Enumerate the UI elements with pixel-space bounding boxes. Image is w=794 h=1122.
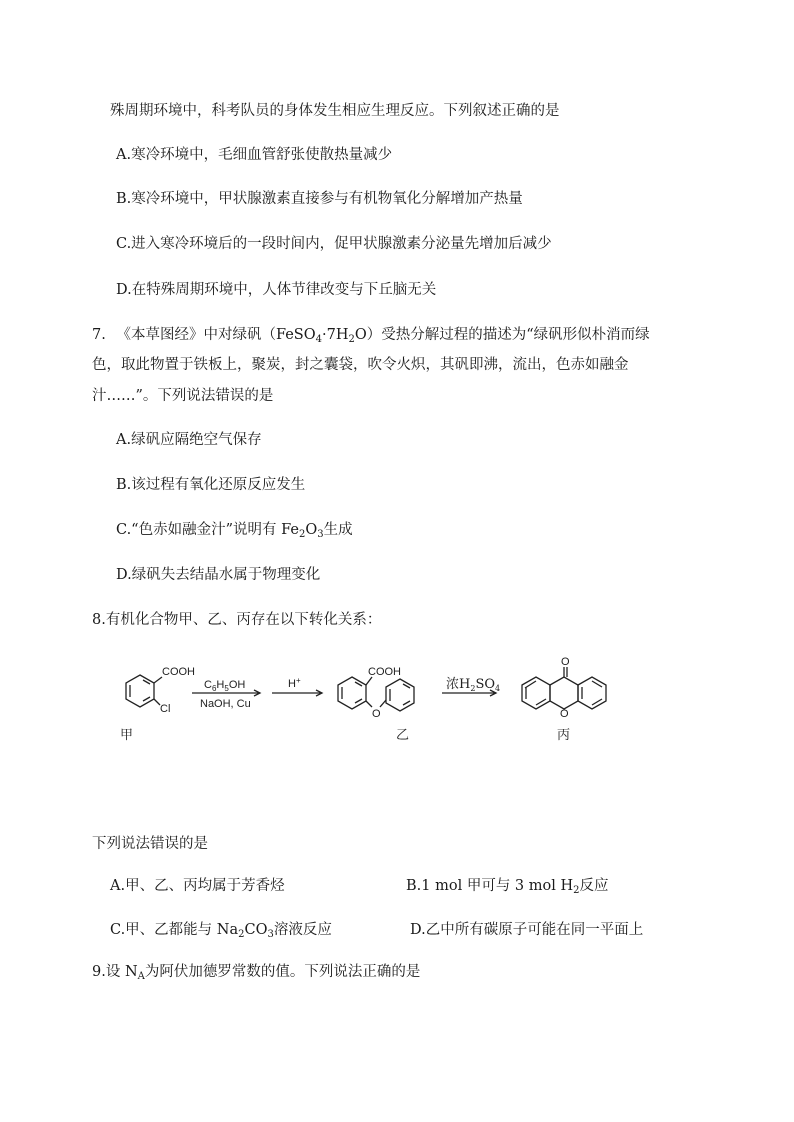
q7-stem-line3: 汁……”。下列说法错误的是 xyxy=(92,388,274,404)
q7-stem-line2: 色，取此物置于铁板上，聚炭，封之囊袋，吹令火炽，其矾即沸，流出，色赤如融金 xyxy=(92,357,629,373)
jia-cl-label: Cl xyxy=(160,703,171,715)
label-yi: 乙 xyxy=(396,728,410,743)
q8-ask: 下列说法错误的是 xyxy=(92,836,208,852)
reagent-naoh-cu-label: NaOH, Cu xyxy=(200,698,251,710)
reagent-h-plus-label: H+ xyxy=(288,676,301,690)
q7-number: 7. xyxy=(92,327,106,343)
label-bing: 丙 xyxy=(557,728,571,743)
reagent-phenol-label: $C_6H_5OH$ xyxy=(204,679,246,693)
bing-ring-o-label: O xyxy=(560,708,569,720)
q9-stem: 9.设 $N_A$为阿伏加德罗常数的值。下列说法正确的是 xyxy=(92,964,421,982)
q8-option-a: A.甲、乙、丙均属于芳香烃 xyxy=(110,878,285,894)
q7-option-d: D.绿矾失去结晶水属于物理变化 xyxy=(116,567,321,583)
q7-option-b: B.该过程有氧化还原反应发生 xyxy=(116,477,306,493)
compound-jia-structure xyxy=(126,675,162,707)
yi-cooh-label: COOH xyxy=(368,666,401,678)
q8-option-b: B.1 mol 甲可与 3 mol $H_2$反应 xyxy=(406,878,609,896)
q8-option-d: D.乙中所有碳原子可能在同一平面上 xyxy=(410,922,644,938)
reaction-scheme xyxy=(100,655,620,755)
bing-carbonyl-o-label: O xyxy=(561,656,570,668)
jia-cooh-label: COOH xyxy=(162,666,195,678)
q6-option-a: A.寒冷环境中，毛细血管舒张使散热量减少 xyxy=(116,147,393,163)
q6-option-d: D.在特殊周期环境中，人体节律改变与下丘脑无关 xyxy=(116,282,437,298)
q6-option-b: B.寒冷环境中，甲状腺激素直接参与有机物氧化分解增加产热量 xyxy=(116,191,523,207)
reagent-h2so4-label: 浓$H_2SO_4$ xyxy=(446,677,501,693)
q7-stem-line1: 7. 《本草图经》中对绿矾$(FeSO_4\cdot 7H_2O)$受热分解过程的描述为“绿矾形似朴消而绿 xyxy=(92,327,650,345)
q6-stem-continuation: 殊周期环境中，科考队员的身体发生相应生理反应。下列叙述正确的是 xyxy=(110,103,560,119)
q7-option-c: C.“色赤如融金汁”说明有 $Fe_2O_3$生成 xyxy=(116,522,353,540)
q7-option-a: A.绿矾应隔绝空气保存 xyxy=(116,432,262,448)
q8-option-c: C.甲、乙都能与 $Na_2CO_3$溶液反应 xyxy=(110,922,332,940)
yi-o-bridge-label: O xyxy=(372,708,381,720)
q6-option-c: C.进入寒冷环境后的一段时间内，促甲状腺激素分泌量先增加后减少 xyxy=(116,236,552,252)
q8-stem: 8.有机化合物甲、乙、丙存在以下转化关系： xyxy=(92,612,382,628)
label-jia: 甲 xyxy=(120,728,134,743)
compound-bing-structure xyxy=(522,667,606,709)
compound-yi-structure xyxy=(338,677,414,711)
